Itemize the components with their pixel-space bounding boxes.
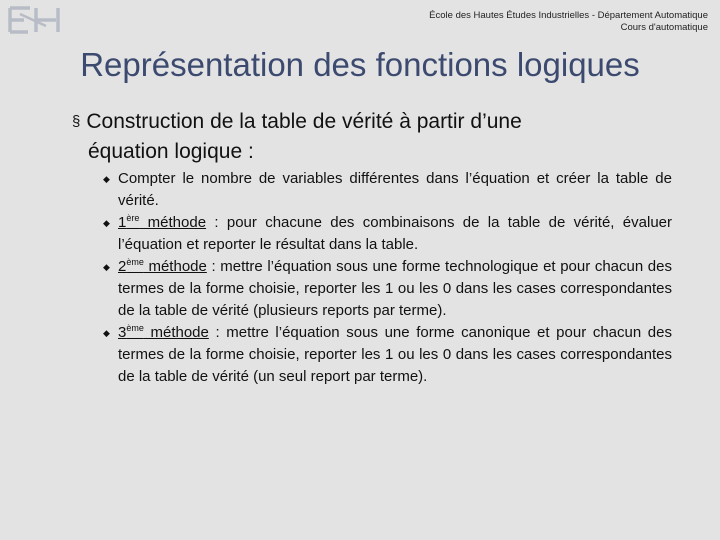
method-label: 2ème méthode [118, 257, 207, 275]
main-bullet-text1: Construction de la table de vérité à partir d’une [86, 110, 522, 133]
sub-bullet-list [103, 168, 672, 388]
main-bullet-text2: équation logique : [88, 140, 254, 163]
main-bullet [72, 108, 672, 166]
list-item: ◆ 3ème méthode : mettre l’équation sous une forme canonique et pour chacun des termes de la forme choisie, reporter les 1 ou les 0 dans les cases correspondantes de la table de vérité (un seul report par terme). [103, 323, 672, 385]
method-label: 3ème méthode [118, 323, 209, 341]
header-school: École des Hautes Études Industrielles - Département Automatique [429, 10, 708, 21]
list-item: ◆ 2ème méthode : mettre l’équation sous une forme technologique et pour chacun des termes de la forme choisie, reporter les 1 ou les 0 dans les cases correspondantes de la table de vérité (plusieurs reports par terme). [103, 257, 672, 319]
eii-logo [6, 4, 66, 36]
diamond-bullet-icon: ◆ [103, 218, 110, 228]
diamond-bullet-icon: ◆ [103, 262, 110, 272]
diamond-bullet-icon: ◆ [103, 328, 110, 338]
section-bullet-icon: § [72, 113, 81, 130]
diamond-bullet-icon: ◆ [103, 174, 110, 184]
list-item: ◆ 1ère méthode : pour chacune des combinaisons de la table de vérité, évaluer l’équation et reporter le résultat dans la table. [103, 213, 672, 253]
method-label: 1ère méthode [118, 213, 207, 231]
header-info [429, 10, 708, 34]
list-item: ◆ Compter le nombre de variables différentes dans l’équation et créer la table de vérité. [103, 170, 672, 209]
main-bullet-line1 [72, 108, 672, 138]
slide-title: Représentation des fonctions logiques [80, 46, 640, 83]
header-course: Cours d'automatique [620, 22, 708, 33]
